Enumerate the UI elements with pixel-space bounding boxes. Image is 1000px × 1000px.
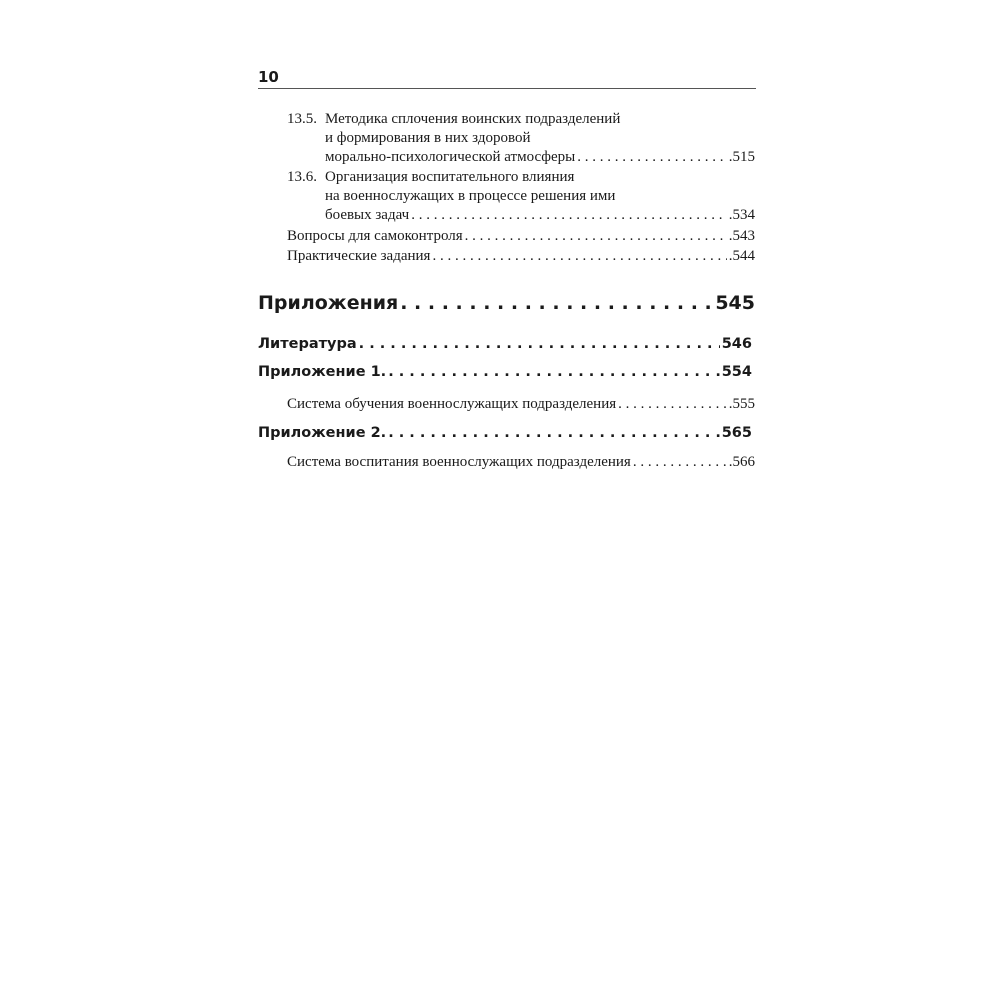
section-number: 13.5. [287,111,317,127]
toc-entry-literature[interactable] [258,334,752,354]
leader-dots [618,395,727,414]
leader-dots [411,206,727,225]
page-header [258,68,756,89]
entry-page: 554 [721,364,752,380]
entry-title: Методика сплочения воинских подразделений [325,111,621,127]
entry-title-continued: боевых задач [325,207,410,223]
entry-title: Система обучения военнослужащих подразделения [287,396,617,412]
page-number: 10 [258,68,279,86]
entry-page: .544 [728,248,755,264]
leader-dots [388,362,720,382]
entry-title-continued: на военнослужащих в процессе решения ими [325,188,616,204]
toc-entry-appendix-1[interactable] [258,362,752,382]
section-number: 13.6. [287,169,317,185]
toc-entry-appendices[interactable] [258,290,755,316]
toc-entry-13-5-line2 [325,129,530,148]
toc-entry-practical[interactable] [287,247,755,266]
toc-entry-appendix-2[interactable] [258,423,752,443]
entry-page: 565 [721,425,752,441]
entry-title: Система воспитания военнослужащих подразделения [287,454,631,470]
entry-title: Вопросы для самоконтроля [287,228,463,244]
entry-page: .534 [728,207,755,223]
toc-entry-questions[interactable] [287,227,755,246]
leader-dots [465,227,727,246]
leader-dots [577,148,726,167]
toc-entry-appendix-1-sub[interactable] [287,395,755,414]
entry-page: 545 [715,292,755,314]
entry-title: Приложение 2. [258,425,387,441]
entry-page: .543 [728,228,755,244]
leader-dots [400,290,713,316]
entry-page: .555 [728,396,755,412]
entry-page: .566 [728,454,755,470]
toc-entry-13-6-line2 [325,187,615,206]
leader-dots [388,423,720,443]
toc-entry-13-6-line3[interactable] [325,206,755,225]
entry-title-continued: морально-психологической атмосферы [325,149,576,165]
leader-dots [633,453,727,472]
entry-title: Практические задания [287,248,431,264]
entry-title: Литература [258,336,357,352]
toc-entry-appendix-2-sub[interactable] [287,453,755,472]
entry-title-continued: и формирования в них здоровой [325,130,531,146]
toc-entry-13-5-line3[interactable] [325,148,755,167]
leader-dots [359,334,720,354]
entry-title: Организация воспитательного влияния [325,169,575,185]
entry-page: 546 [721,336,752,352]
toc-entry-13-5-line1[interactable] [287,110,620,129]
entry-page: .515 [728,149,755,165]
leader-dots [432,247,726,266]
toc-entry-13-6-line1[interactable] [287,168,574,187]
entry-title: Приложения [258,292,399,314]
entry-title: Приложение 1. [258,364,387,380]
